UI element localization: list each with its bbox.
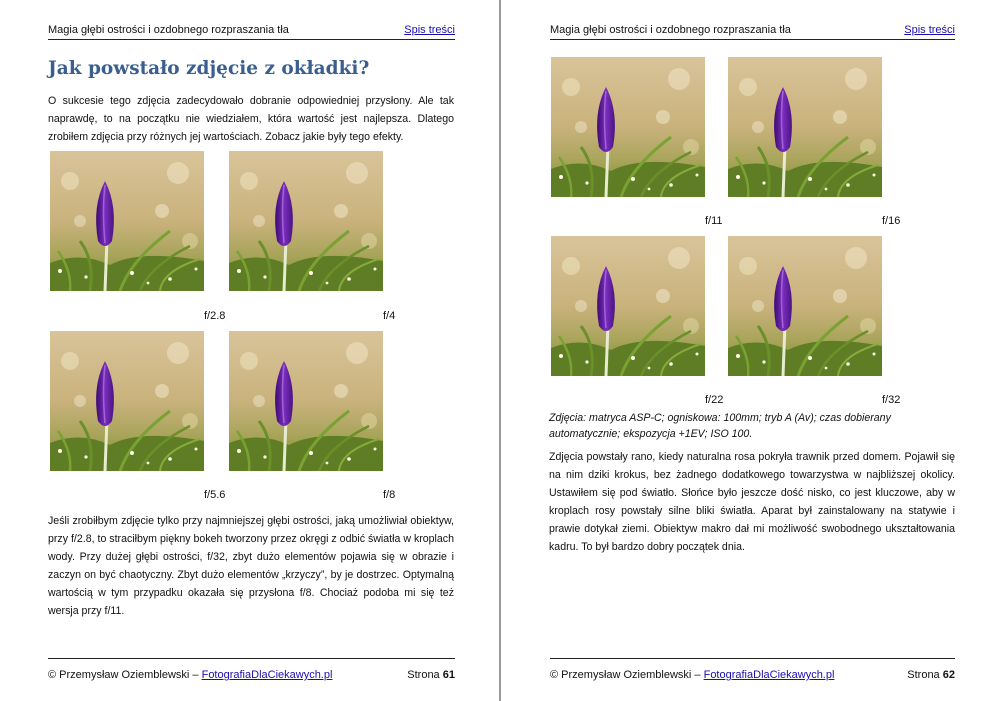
aperture-label: f/2.8 xyxy=(204,310,226,322)
aperture-label: f/11 xyxy=(705,215,723,227)
crocus-photo-f4 xyxy=(229,151,383,291)
crocus-photo-f5-6 xyxy=(50,331,204,471)
author-text: © Przemysław Oziemblewski – xyxy=(550,669,704,681)
page-62 xyxy=(501,0,1000,701)
header-title: Magia głębi ostrości i ozdobnego rozpraszania tła xyxy=(48,24,289,36)
page-number-value: 61 xyxy=(442,669,455,681)
crocus-photo-f22 xyxy=(551,236,705,376)
toc-link[interactable]: Spis treści xyxy=(904,24,955,36)
page-label: Strona xyxy=(407,669,440,681)
intro-paragraph: O sukcesie tego zdjęcia zadecydowało dobranie odpowiedniej przysłony. Ale tak naprawdę, to na początku nie wiedziałem, która wartość jest najlepsza. Dlatego zrobiłem zdjęcia przy różnych jej wartościach. Zobacz jakie były tego efekty. xyxy=(48,95,454,143)
page-number xyxy=(407,669,455,681)
page-61 xyxy=(0,0,499,701)
page-footer xyxy=(48,658,455,686)
aperture-label: f/16 xyxy=(882,215,901,227)
crocus-photo-f16 xyxy=(728,57,882,197)
aperture-label: f/5.6 xyxy=(204,489,226,501)
photo-caption: Zdjęcia: matryca ASP-C; ogniskowa: 100mm; tryb A (Av); czas dobierany automatycznie; ekspozycja +1EV; ISO 100. xyxy=(549,412,891,440)
page-header xyxy=(550,22,955,40)
page-number xyxy=(907,669,955,681)
body-paragraph: Jeśli zrobiłbym zdjęcie tylko przy najmniejszej głębi ostrości, jaką umożliwiał obiektyw, przy f/2.8, to straciłbym piękny bokeh tworzony przez okręgi z odbić światła w kroplach wody. Przy dużej głębi ostrości, f/32, zbyt dużo elementów pojawia się w obrazie i zaczyn on być chaotyczny. Zbyt dużo elementów „krzyczy”, by je dostrzec. Optymalną wartością w tym przypadku okazała się przysłona f/8. Chociaż podoba mi się też wersja przy f/11. xyxy=(48,515,454,617)
crocus-photo-f8 xyxy=(229,331,383,471)
toc-link[interactable]: Spis treści xyxy=(404,24,455,36)
crocus-photo-f11 xyxy=(551,57,705,197)
aperture-label: f/32 xyxy=(882,394,901,406)
page-footer xyxy=(550,658,955,686)
copyright xyxy=(48,669,332,681)
author-text: © Przemysław Oziemblewski – xyxy=(48,669,202,681)
crocus-photo-f32 xyxy=(728,236,882,376)
aperture-label: f/4 xyxy=(383,310,396,322)
crocus-photo-f2-8 xyxy=(50,151,204,291)
aperture-label: f/8 xyxy=(383,489,396,501)
body-paragraph: Zdjęcia powstały rano, kiedy naturalna rosa pokryła trawnik przed domem. Pojawił się na nim dziki krokus, bez żadnego dodatkowego towarzystwa w najbliższej okolicy. Ustawiłem się pod światło. Słońce było jeszcze dość nisko, co jest kluczowe, aby w kroplach rosy powstały silne bliki światła. Aparat był zainstalowany na statywie i prawie dotykał ziemi. Obiektyw makro dał mi możliwość swobodnego ukształtowania kadru. To był bardzo dobry początek dnia. xyxy=(549,451,955,553)
aperture-label: f/22 xyxy=(705,394,724,406)
page-number-value: 62 xyxy=(942,669,955,681)
page-header xyxy=(48,22,455,40)
header-title: Magia głębi ostrości i ozdobnego rozpraszania tła xyxy=(550,24,791,36)
site-link[interactable]: FotografiaDlaCiekawych.pl xyxy=(703,669,835,681)
site-link[interactable]: FotografiaDlaCiekawych.pl xyxy=(201,669,333,681)
section-heading: Jak powstało zdjęcie z okładki? xyxy=(48,58,370,79)
copyright xyxy=(550,669,834,681)
page-label: Strona xyxy=(907,669,940,681)
